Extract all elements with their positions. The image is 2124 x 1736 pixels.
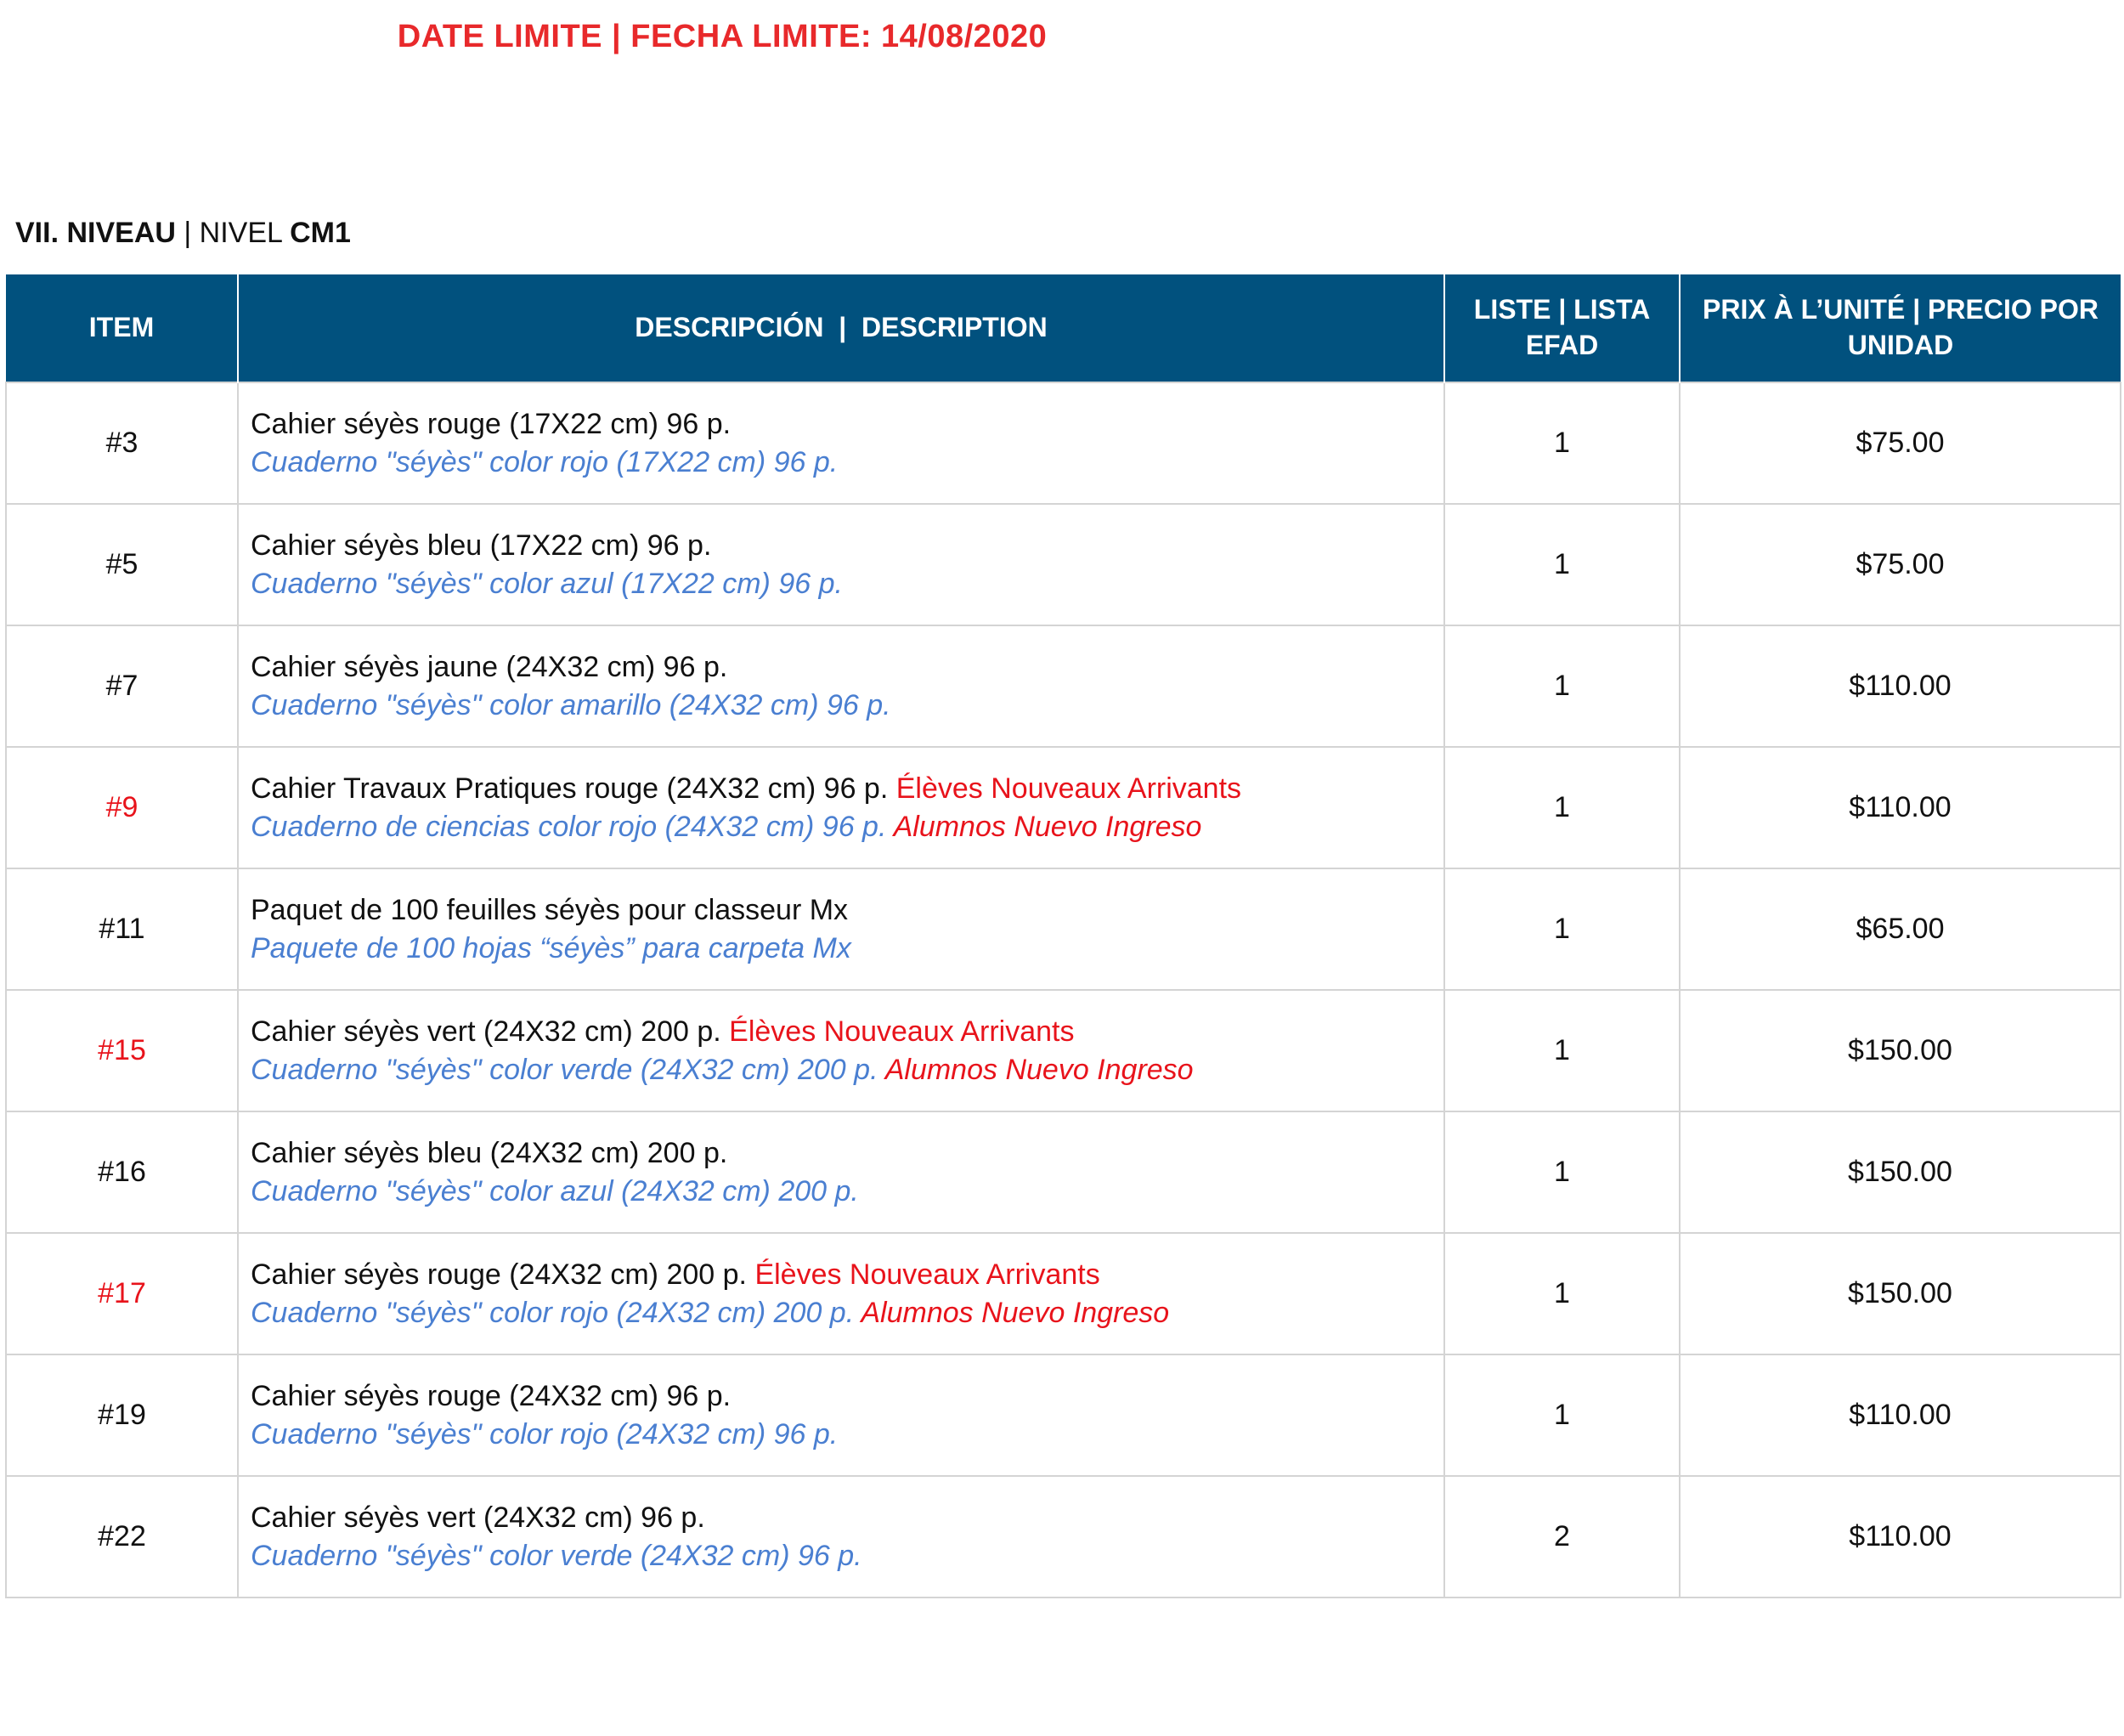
description-spanish-text: Cuaderno "séyès" color rojo (24X32 cm) 96 p. (251, 1417, 839, 1450)
description-french-text: Cahier séyès rouge (17X22 cm) 96 p. (251, 407, 732, 440)
item-description (238, 868, 1444, 990)
unit-price: $65.00 (1680, 868, 2121, 990)
table-row (6, 625, 2121, 747)
description-french (251, 1256, 1443, 1294)
description-spanish-text: Paquete de 100 hojas “séyès” para carpeta Mx (251, 931, 851, 964)
description-spanish (251, 565, 1443, 603)
level-code: CM1 (290, 217, 351, 249)
list-quantity: 1 (1444, 747, 1680, 868)
table-row (6, 1354, 2121, 1476)
list-quantity: 1 (1444, 868, 1680, 990)
description-french (251, 1377, 1443, 1416)
item-number: #22 (6, 1476, 238, 1597)
supplies-table (5, 274, 2121, 1598)
item-description (238, 625, 1444, 747)
column-header-description: DESCRIPCIÓN | DESCRIPTION (238, 274, 1444, 382)
table-row (6, 990, 2121, 1111)
item-number: #11 (6, 868, 238, 990)
description-spanish (251, 687, 1443, 725)
description-french (251, 527, 1443, 565)
new-students-tag-french: Élèves Nouveaux Arrivants (895, 772, 1242, 805)
description-spanish (251, 1173, 1443, 1211)
description-spanish (251, 1537, 1443, 1575)
description-spanish-text: Cuaderno de ciencias color rojo (24X32 cm) 96 p. (251, 810, 894, 843)
description-spanish-text: Cuaderno "séyès" color rojo (24X32 cm) 200 p. (251, 1296, 861, 1329)
item-number: #3 (6, 382, 238, 504)
description-french (251, 1499, 1443, 1537)
new-students-tag-spanish: Alumnos Nuevo Ingreso (884, 1053, 1194, 1086)
table-row (6, 504, 2121, 625)
description-french-text: Cahier séyès jaune (24X32 cm) 96 p. (251, 650, 728, 683)
item-description (238, 747, 1444, 868)
description-spanish (251, 808, 1443, 846)
deadline-banner: DATE LIMITE | FECHA LIMITE: 14/08/2020 (397, 19, 1048, 54)
description-french-text: Cahier séyès bleu (17X22 cm) 96 p. (251, 529, 712, 562)
description-spanish (251, 930, 1443, 968)
list-quantity: 1 (1444, 1233, 1680, 1354)
description-french-text: Cahier séyès vert (24X32 cm) 96 p. (251, 1501, 705, 1534)
level-title (15, 217, 351, 250)
item-number: #5 (6, 504, 238, 625)
level-prefix: VII. NIVEAU (15, 217, 176, 249)
item-description (238, 1354, 1444, 1476)
item-number: #7 (6, 625, 238, 747)
list-quantity: 2 (1444, 1476, 1680, 1597)
description-spanish-text: Cuaderno "séyès" color azul (24X32 cm) 200 p. (251, 1174, 859, 1207)
list-quantity: 1 (1444, 1354, 1680, 1476)
item-number: #16 (6, 1111, 238, 1233)
column-header-list-qty: LISTE | LISTA EFAD (1444, 274, 1680, 382)
unit-price: $110.00 (1680, 1354, 2121, 1476)
item-description (238, 504, 1444, 625)
item-description (238, 990, 1444, 1111)
list-quantity: 1 (1444, 504, 1680, 625)
new-students-tag-spanish: Alumnos Nuevo Ingreso (893, 810, 1202, 843)
description-french (251, 891, 1443, 930)
table-row (6, 1111, 2121, 1233)
unit-price: $150.00 (1680, 990, 2121, 1111)
unit-price: $110.00 (1680, 625, 2121, 747)
item-description (238, 1111, 1444, 1233)
unit-price: $75.00 (1680, 504, 2121, 625)
table-row (6, 1233, 2121, 1354)
column-header-item: ITEM (6, 274, 238, 382)
description-spanish (251, 1294, 1443, 1332)
item-description (238, 382, 1444, 504)
list-quantity: 1 (1444, 382, 1680, 504)
description-spanish-text: Cuaderno "séyès" color azul (17X22 cm) 96 p. (251, 567, 843, 600)
description-french-text: Cahier séyès rouge (24X32 cm) 96 p. (251, 1379, 732, 1412)
description-french (251, 1134, 1443, 1173)
unit-price: $150.00 (1680, 1233, 2121, 1354)
description-spanish-text: Cuaderno "séyès" color verde (24X32 cm) 96 p. (251, 1539, 862, 1572)
item-number: #9 (6, 747, 238, 868)
description-french-text: Cahier séyès rouge (24X32 cm) 200 p. (251, 1258, 755, 1291)
table-header-row (6, 274, 2121, 382)
item-description (238, 1233, 1444, 1354)
new-students-tag-french: Élèves Nouveaux Arrivants (729, 1015, 1075, 1048)
unit-price: $110.00 (1680, 1476, 2121, 1597)
list-quantity: 1 (1444, 990, 1680, 1111)
item-number: #19 (6, 1354, 238, 1476)
description-spanish (251, 444, 1443, 482)
list-quantity: 1 (1444, 1111, 1680, 1233)
list-quantity: 1 (1444, 625, 1680, 747)
description-spanish-text: Cuaderno "séyès" color rojo (17X22 cm) 96 p. (251, 445, 839, 478)
item-number: #17 (6, 1233, 238, 1354)
table-row (6, 1476, 2121, 1597)
description-french-text: Cahier Travaux Pratiques rouge (24X32 cm) 96 p. (251, 772, 896, 805)
description-spanish-text: Cuaderno "séyès" color verde (24X32 cm) 200 p. (251, 1053, 885, 1086)
level-separator: | NIVEL (175, 217, 291, 249)
column-header-unit-price: PRIX À L’UNITÉ | PRECIO POR UNIDAD (1680, 274, 2121, 382)
description-french-text: Cahier séyès vert (24X32 cm) 200 p. (251, 1015, 730, 1048)
description-french-text: Cahier séyès bleu (24X32 cm) 200 p. (251, 1136, 728, 1169)
description-spanish (251, 1051, 1443, 1089)
unit-price: $110.00 (1680, 747, 2121, 868)
description-french (251, 405, 1443, 444)
description-french (251, 770, 1443, 808)
table-row (6, 382, 2121, 504)
item-number: #15 (6, 990, 238, 1111)
new-students-tag-french: Élèves Nouveaux Arrivants (754, 1258, 1100, 1291)
item-description (238, 1476, 1444, 1597)
unit-price: $150.00 (1680, 1111, 2121, 1233)
description-french-text: Paquet de 100 feuilles séyès pour classeur Mx (251, 893, 849, 926)
description-spanish (251, 1416, 1443, 1454)
table-row (6, 868, 2121, 990)
description-spanish-text: Cuaderno "séyès" color amarillo (24X32 cm) 96 p. (251, 688, 891, 721)
unit-price: $75.00 (1680, 382, 2121, 504)
new-students-tag-spanish: Alumnos Nuevo Ingreso (861, 1296, 1170, 1329)
description-french (251, 1013, 1443, 1051)
description-french (251, 648, 1443, 687)
table-row (6, 747, 2121, 868)
